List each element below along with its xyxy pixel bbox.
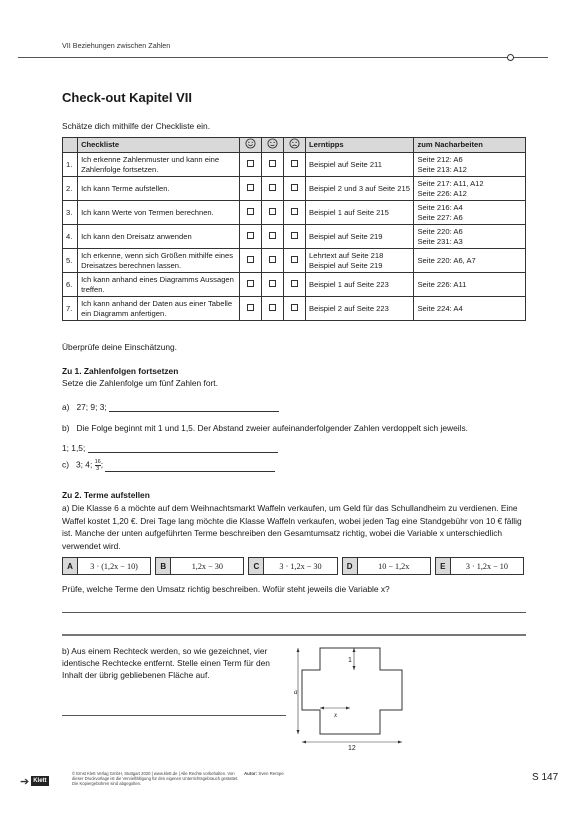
checkbox-happy-cell [239, 297, 261, 321]
checkbox-happy-cell [239, 273, 261, 297]
checkbox-happy-cell [239, 177, 261, 201]
learning-tip: Beispiel 2 und 3 auf Seite 215 [306, 177, 414, 201]
answer-line-b[interactable] [88, 444, 278, 453]
terms-row [62, 557, 524, 575]
section2-heading: Zu 2. Terme aufstellen [62, 490, 150, 500]
review-pages: Seite 217: A11, A12 Seite 226: A12 [414, 177, 526, 201]
term-option[interactable] [62, 557, 151, 575]
term-expression: 3 · 1,2x − 30 [279, 561, 322, 571]
label-x: x [334, 711, 338, 719]
checkbox-happy-cell [239, 225, 261, 249]
answer-line-question[interactable] [62, 612, 526, 613]
fraction-numerator: 16 [94, 459, 101, 465]
sad-face-icon [283, 138, 305, 153]
sequence-b-description: Die Folge beginnt mit 1 und 1,5. Der Abstand zweier aufeinanderfolgender Zahlen verdoppelt sich jeweils. [76, 423, 468, 433]
checkbox-happy[interactable] [247, 232, 254, 239]
learning-tip: Beispiel auf Seite 219 [306, 225, 414, 249]
review-pages: Seite 216: A4 Seite 227: A6 [414, 201, 526, 225]
klett-arrow-icon: ➔ [20, 775, 30, 788]
checkbox-neutral-cell [261, 273, 283, 297]
term-expression: 3 · 1,2x − 10 [465, 561, 508, 571]
checkbox-neutral-cell [261, 249, 283, 273]
checkbox-sad-cell [283, 153, 305, 177]
checkbox-happy[interactable] [247, 160, 254, 167]
row-number: 5. [63, 249, 78, 273]
checkbox-sad[interactable] [291, 304, 298, 311]
label-c: c) [62, 459, 69, 470]
checkbox-sad[interactable] [291, 256, 298, 263]
checkbox-neutral-cell [261, 177, 283, 201]
check-text: Überprüfe deine Einschätzung. [62, 342, 177, 352]
checkbox-sad[interactable] [291, 160, 298, 167]
page-number: S 147 [532, 772, 559, 783]
term-expression: 1,2x − 30 [191, 561, 223, 571]
checkbox-neutral-cell [261, 153, 283, 177]
learning-tip: Lehrtext auf Seite 218 Beispiel auf Seite 219 [306, 249, 414, 273]
neutral-face-icon [261, 138, 283, 153]
fraction [95, 459, 101, 472]
checkbox-sad[interactable] [291, 208, 298, 215]
learning-tip: Beispiel 1 auf Seite 223 [306, 273, 414, 297]
checkbox-sad-cell [283, 249, 305, 273]
term-option[interactable] [342, 557, 431, 575]
checkbox-sad[interactable] [291, 280, 298, 287]
checkbox-neutral[interactable] [269, 280, 276, 287]
term-expression: 3 · (1,2x − 10) [90, 561, 138, 571]
row-number: 3. [63, 201, 78, 225]
checklist-table [62, 137, 526, 321]
term-option[interactable] [155, 557, 244, 575]
review-pages: Seite 220: A6, A7 [414, 249, 526, 273]
author-label: Autor: [244, 771, 258, 776]
checkbox-happy[interactable] [247, 208, 254, 215]
label-b: b) [62, 423, 70, 433]
section2-b-text: b) Aus einem Rechteck werden, so wie gezeichnet, vier identische Rechtecke entfernt. Stelle einen Term für den Inhalt der übrig gebliebenen Fläche auf. [62, 646, 270, 680]
review-pages: Seite 212: A6 Seite 213: A12 [414, 153, 526, 177]
section-divider [62, 634, 526, 636]
table-row [63, 273, 526, 297]
header-rule [18, 57, 548, 58]
review-pages: Seite 226: A11 [414, 273, 526, 297]
section2-a-text: a) Die Klasse 6 a möchte auf dem Weihnachtsmarkt Waffeln verkaufen, um Geld für das Schullandheim zu verdienen. Eine Waffel kostet 1,20 €. Drei Tage lang möchte die Klasse Waffeln verkaufen, wobei jeden Tag eine Standgebühr von 10 € fällig ist. Manche der unten aufgeführten Terme beschreiben den Gesamtumsatz richtig, wobei die Variable x unterschiedlich verwendet wird. [62, 503, 522, 551]
checkbox-happy[interactable] [247, 184, 254, 191]
row-number: 6. [63, 273, 78, 297]
checklist-item: Ich erkenne, wenn sich Größen mithilfe eines Dreisatzes berechnen lassen. [78, 249, 240, 273]
tips-header: Lerntipps [306, 138, 414, 153]
sequence-b-text [62, 423, 526, 433]
learning-tip: Beispiel 1 auf Seite 215 [306, 201, 414, 225]
checkbox-neutral[interactable] [269, 208, 276, 215]
checklist-item: Ich erkenne Zahlenmuster und kann eine Zahlenfolge fortsetzen. [78, 153, 240, 177]
learning-tip: Beispiel 2 auf Seite 223 [306, 297, 414, 321]
checklist-item: Ich kann anhand der Daten aus einer Tabelle ein Diagramm anfertigen. [78, 297, 240, 321]
checkbox-happy-cell [239, 249, 261, 273]
label-one: 1 [348, 657, 352, 664]
checkbox-neutral[interactable] [269, 232, 276, 239]
row-number: 2. [63, 177, 78, 201]
checklist-header: Checkliste [78, 138, 240, 153]
table-row [63, 177, 526, 201]
sequence-c: c) 3; 4; $\frac{16}{3}$ ; [62, 459, 275, 472]
checklist-item: Ich kann den Dreisatz anwenden [78, 225, 240, 249]
row-number: 4. [63, 225, 78, 249]
table-row [63, 249, 526, 273]
checkbox-neutral-cell [261, 225, 283, 249]
check-question: Prüfe, welche Terme den Umsatz richtig beschreiben. Wofür steht jeweils die Variable x? [62, 584, 390, 594]
checklist-item: Ich kann Werte von Termen berechnen. [78, 201, 240, 225]
checkbox-neutral[interactable] [269, 256, 276, 263]
happy-face-icon [239, 138, 261, 153]
page-title: Check-out Kapitel VII [62, 90, 193, 105]
label-a: a) [62, 402, 70, 412]
sequence-c-values: 3; 4; [75, 459, 93, 470]
review-pages: Seite 224: A4 [414, 297, 526, 321]
klett-logo [20, 772, 62, 790]
term-label: E [436, 558, 451, 574]
copyright-notice: © Ernst Klett Verlag GmbH, Stuttgart 2020 | www.klett.de | Alle Rechte vorbehalten. Von dieser Druckvorlage ist die Vervielfältigung für den eigenen Unterrichtsgebrauch gestattet. Die Kopiergebühren sind abgegolten. [72, 771, 239, 787]
chapter-header: VII Beziehungen zwischen Zahlen [62, 41, 171, 50]
checkbox-happy[interactable] [247, 256, 254, 263]
term-expression: 10 − 1,2x [378, 561, 410, 571]
table-row [63, 225, 526, 249]
sequence-b-values: 1; 1,5; [62, 443, 86, 453]
checklist-item: Ich kann anhand eines Diagramms Aussagen treffen. [78, 273, 240, 297]
term-label: C [249, 558, 264, 574]
term-label: D [343, 558, 358, 574]
checkbox-happy-cell [239, 201, 261, 225]
section1-heading: Zu 1. Zahlenfolgen fortsetzen [62, 366, 179, 376]
table-row [63, 297, 526, 321]
label-bottom: 12 [348, 745, 356, 750]
checkbox-happy[interactable] [247, 304, 254, 311]
review-pages: Seite 220: A6 Seite 231: A3 [414, 225, 526, 249]
checkbox-happy-cell [239, 153, 261, 177]
author-name: Sven Rempe [258, 771, 284, 776]
checkbox-neutral[interactable] [269, 184, 276, 191]
checkbox-sad-cell [283, 297, 305, 321]
checkbox-neutral-cell [261, 201, 283, 225]
intro-text: Schätze dich mithilfe der Checkliste ein. [62, 121, 211, 131]
table-row [63, 153, 526, 177]
checkbox-neutral[interactable] [269, 160, 276, 167]
answer-line-a[interactable] [109, 403, 279, 412]
table-row [63, 201, 526, 225]
checklist-item: Ich kann Terme aufstellen. [78, 177, 240, 201]
checkbox-sad-cell [283, 201, 305, 225]
checkbox-sad-cell [283, 273, 305, 297]
fraction-denominator: 3 [96, 466, 100, 472]
review-header: zum Nacharbeiten [414, 138, 526, 153]
num-header [63, 138, 78, 153]
header-dot [507, 54, 514, 61]
sequence-b [62, 443, 278, 453]
checkbox-happy[interactable] [247, 280, 254, 287]
checkbox-neutral[interactable] [269, 304, 276, 311]
checkbox-sad[interactable] [291, 232, 298, 239]
author-line [244, 771, 284, 776]
section1-instruction: Setze die Zahlenfolge um fünf Zahlen fort. [62, 378, 218, 388]
checkbox-sad-cell [283, 225, 305, 249]
row-number: 7. [63, 297, 78, 321]
sequence-a [62, 402, 279, 412]
answer-line-c[interactable] [105, 463, 275, 472]
checkbox-neutral-cell [261, 297, 283, 321]
term-label: B [156, 558, 171, 574]
cross-figure [294, 638, 406, 750]
klett-wordmark: Klett [33, 778, 47, 784]
term-option[interactable] [248, 557, 337, 575]
checkbox-sad[interactable] [291, 184, 298, 191]
answer-line-area[interactable] [62, 715, 286, 716]
checkbox-sad-cell [283, 177, 305, 201]
label-a: a [294, 688, 298, 696]
sequence-a-values: 27; 9; 3; [76, 402, 107, 412]
term-option[interactable] [435, 557, 524, 575]
learning-tip: Beispiel auf Seite 211 [306, 153, 414, 177]
row-number: 1. [63, 153, 78, 177]
term-label: A [63, 558, 78, 574]
